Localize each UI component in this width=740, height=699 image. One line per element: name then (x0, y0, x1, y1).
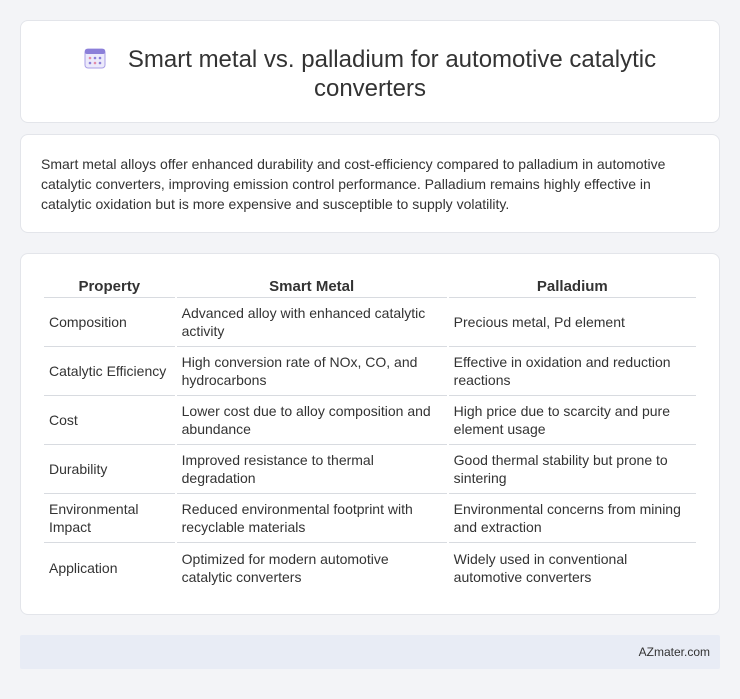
property-cell: Composition (44, 298, 175, 347)
property-cell: Environmental Impact (44, 494, 175, 543)
table-row (44, 543, 696, 592)
palladium-cell: Environmental concerns from mining and extraction (449, 494, 696, 543)
page-title: Smart metal vs. palladium for automotive catalytic converters (127, 46, 657, 102)
property-cell: Catalytic Efficiency (44, 347, 175, 396)
summary-text: Smart metal alloys offer enhanced durability and cost-efficiency compared to palladium in automotive catalytic converters, improving emission control performance. Palladium remains highly effective in catalytic oxidation but is more expensive and susceptible to supply volatility. (41, 156, 666, 212)
header-property: Property (44, 275, 175, 298)
header-smart-metal: Smart Metal (177, 275, 447, 298)
table-row (44, 347, 696, 396)
smart-metal-cell: Lower cost due to alloy composition and abundance (177, 396, 447, 445)
summary-card (20, 134, 720, 233)
property-cell: Cost (44, 396, 175, 445)
title-card (20, 20, 720, 123)
smart-metal-cell: High conversion rate of NOx, CO, and hydrocarbons (177, 347, 447, 396)
palladium-cell: Precious metal, Pd element (449, 298, 696, 347)
smart-metal-cell: Reduced environmental footprint with recyclable materials (177, 494, 447, 543)
table-row (44, 396, 696, 445)
palladium-cell: Widely used in conventional automotive converters (453, 550, 628, 585)
smart-metal-cell: Improved resistance to thermal degradation (177, 445, 447, 494)
table-row (44, 494, 696, 543)
palladium-cell: High price due to scarcity and pure element usage (449, 396, 696, 445)
footer-bar (20, 635, 720, 669)
page-title-wrap (21, 45, 719, 103)
header-palladium: Palladium (449, 275, 696, 298)
comparison-table (42, 275, 698, 592)
smart-metal-cell: Optimized for modern automotive catalytic converters (181, 550, 389, 585)
table-header-row (44, 275, 696, 298)
smart-metal-cell: Advanced alloy with enhanced catalytic activity (177, 298, 447, 347)
palladium-cell: Good thermal stability but prone to sintering (449, 445, 696, 494)
property-cell: Application (49, 559, 118, 576)
calendar-icon (84, 47, 106, 69)
footer-brand: AZmater.com (638, 645, 710, 659)
palladium-cell: Effective in oxidation and reduction reactions (449, 347, 696, 396)
property-cell: Durability (44, 445, 175, 494)
table-row (44, 298, 696, 347)
comparison-card (20, 253, 720, 615)
table-row (44, 445, 696, 494)
